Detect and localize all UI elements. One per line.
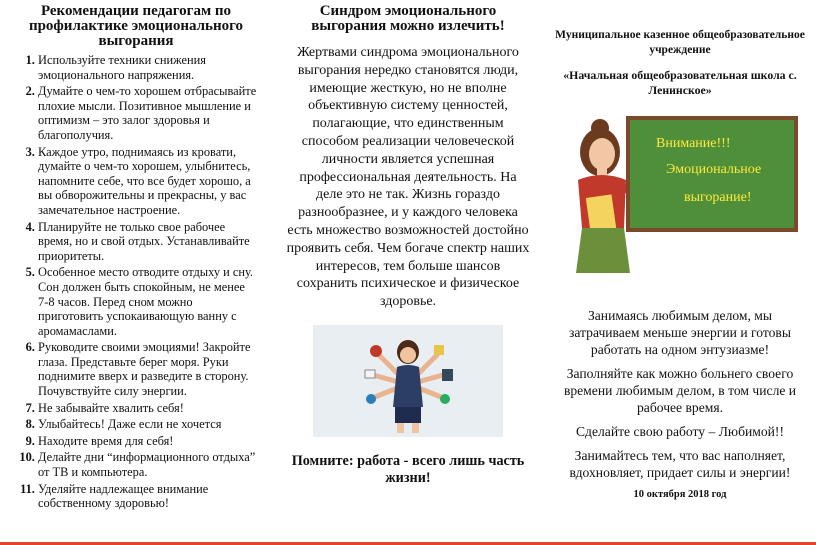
cover-paragraph: Сделайте свою работу – Любимой!! [575, 424, 784, 439]
organization-name: Муниципальное казенное общеобразовательное учреждение [555, 29, 805, 56]
recommendations-title: Рекомендации педагогам по профилактике эмоционального выгорания [28, 3, 244, 49]
recommendations-column [0, 0, 272, 545]
burnout-body: Жертвами синдрома эмоционального выгорания нередко становятся люди, имеющие жесткую, но не вполне объективную систему ценностей, полагающие, что единственным способом реализации человеческой личности является успешная профессиональная деятельность. На деле это не так. Жизнь гораздо разнообразнее, и у каждого человека есть множество возможностей достойно проявить себя. Чем богаче спектр наших интересов, тем больше шансов сохранить психическое и физическое здоровье. [286, 45, 530, 310]
teacher-illustration [560, 108, 800, 273]
remember-note: Помните: работа - всего лишь часть жизни! [291, 452, 525, 486]
recommendation-item: 4. Планируйте не только свое рабочее время, но и свой отдых. Устанавливайте приоритеты. [38, 220, 258, 264]
burnout-title: Синдром эмоционального выгорания можно излечить! [311, 3, 505, 34]
cover-paragraph: Заполняйте как можно больнего своего времени любимым делом, в том числе и рабочее время. [563, 366, 797, 415]
school-name: «Начальная общеобразовательная школа с. Ленинское» [563, 68, 797, 97]
chalkboard [626, 116, 798, 232]
recommendation-item: 1. Используйте техники снижения эмоционального напряжения. [38, 53, 258, 82]
recommendation-item: 6. Руководите своими эмоциями! Закройте глаза. Представьте берег моря. Руки поднимите вверх и разведите в сторону. Почувствуйте силу энергии. [38, 340, 258, 398]
chalkboard-line: Эмоциональное [666, 162, 762, 177]
recommendations-list [14, 53, 258, 511]
recommendation-item: 3. Каждое утро, поднимаясь из кровати, думайте о чем-то хорошем, улыбнитесь, напомните себе, что все будет хорошо, а вы обворожительны и прекрасны, у вас замечательное настроение. [38, 145, 258, 218]
date-label: 10 октября 2018 год [633, 489, 727, 500]
cover-column [544, 0, 816, 545]
cover-paragraph: Занимаясь любимым делом, мы затрачиваем меньше энергии и готовы работать на одном энтузиазме! [569, 308, 791, 357]
chalkboard-line: выгорание! [684, 190, 752, 205]
recommendation-item: 11. Уделяйте надлежащее внимание собственному здоровью! [38, 482, 258, 511]
recommendation-item: 2. Думайте о чем-то хорошем отбрасывайте плохие мысли. Позитивное мышление и оптимизм – это залог здоровья и благополучия. [38, 84, 258, 142]
multitasking-woman-illustration [313, 325, 503, 437]
recommendation-item: 10. Делайте дни “информационного отдыха” от ТВ и компьютера. [38, 450, 258, 479]
chalkboard-line: Внимание!!! [656, 136, 731, 151]
recommendation-item: 9. Находите время для себя! [38, 434, 258, 449]
burnout-column [272, 0, 544, 545]
recommendation-item: 7. Не забывайте хвалить себя! [38, 401, 258, 416]
cover-paragraph: Занимайтесь тем, что вас наполняет, вдохновляет, придает силы и энергии! [569, 448, 791, 480]
recommendation-item: 8. Улыбайтесь! Даже если не хочется [38, 417, 258, 432]
multitasking-woman-icon [313, 325, 503, 437]
recommendation-item: 5. Особенное место отводите отдыху и сну. Сон должен быть спокойным, не менее 7-8 часов. Перед сном можно приготовить успокаивающую ванну с аромамаслами. [38, 265, 258, 338]
